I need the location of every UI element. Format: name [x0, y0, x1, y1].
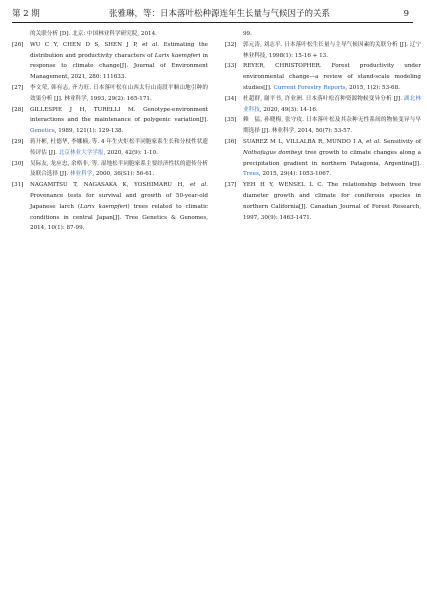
- reference-continuation: 99.: [243, 31, 252, 37]
- reference-27: [12, 83, 208, 105]
- reference-text: 蒋开彬, 杜德华, 李娜楠, 等. 4 年生火炬松半同胞家系生长和分枝性状遗传评估 [J]. 北京林业大学学报, 2020, 42(9): 1-10.: [30, 138, 208, 156]
- reference-number: [36]: [225, 138, 237, 145]
- journal-link[interactable]: 湖北林业科技: [243, 95, 421, 113]
- reference-37: [225, 180, 421, 223]
- reference-26: [12, 40, 208, 83]
- journal-link[interactable]: 林业科学: [69, 171, 93, 178]
- reference-continuation: 的关联分析 [D]. 北京: 中国林业科学研究院, 2014.: [30, 31, 157, 37]
- reference-30: [12, 159, 208, 181]
- journal-link[interactable]: Trees: [243, 171, 259, 178]
- reference-number: [37]: [225, 182, 237, 189]
- journal-link[interactable]: Genetics: [30, 128, 55, 135]
- issue-label: 第 2 期: [12, 9, 40, 19]
- reference-36: [225, 137, 421, 180]
- reference-number: [33]: [225, 63, 237, 70]
- references-left-column: [12, 29, 208, 234]
- reference-number: [34]: [225, 95, 237, 102]
- page-number: 9: [403, 9, 409, 19]
- reference-text: WU C Y, CHEN D S, SHEN J P, et al. Estimating the distribution and productivity characters of Larix kaempferi in response to climate change[J]. Journal of Environment Management, 2021, 280: 111633.: [30, 41, 209, 81]
- references-right-column: [225, 29, 421, 223]
- reference-32: [225, 40, 421, 62]
- reference-number: [30]: [12, 160, 24, 167]
- reference-text: 赖 猛, 孙晓梅, 张守攻. 日本落叶松及其杂种无性系间的物候变异与早期选择 [J]. 林业科学, 2014, 50(7): 53-57.: [243, 117, 421, 135]
- reference-text: 吴际友, 龙应忠, 余格非, 等. 湿地松半同胞家系主要经济性状的遗传分析及联合选择 [J]. 林业科学, 2000, 36(S1): 56-61.: [30, 160, 208, 178]
- reference-28: [12, 105, 208, 137]
- reference-number: [29]: [12, 138, 24, 145]
- reference-text: 郭元涛, 刘志平. 日本落叶松生长量与主导气候因素的关联分析 [J]. 辽宁林业科技, 1998(1): 15-16 + 13.: [243, 41, 421, 59]
- reference-text: SUAREZ M L, VILLALBA R, MUNDO I A, et al. Sensitivity of Nothofagus dombeyi tree growth to climate changes along a precipitation gradient in northern Patagonia, Argentina[J]. Trees, 2015, 29(4): 1053-1067.: [243, 138, 421, 178]
- reference-35: [225, 115, 421, 137]
- running-header: [12, 6, 409, 22]
- reference-number: [35]: [225, 117, 237, 124]
- reference-29: [12, 137, 208, 159]
- reference-number: [26]: [12, 41, 24, 48]
- reference-text: YEH H Y, WENSEL L C. The relationship between tree diameter growth and climate for coniferous species in northern California[J]. Canadian Journal of Forest Research, 1997, 30(9): 1463-1471.: [243, 182, 421, 221]
- reference-number: [28]: [12, 106, 24, 113]
- journal-link[interactable]: Current Forestry Reports: [273, 84, 346, 91]
- reference-text: GILLESPIE J H, TURELLI M. Genotype-environment interactions and the maintenance of polygenic variation[J]. Genetics, 1989, 121(1): 129-138.: [30, 106, 208, 135]
- reference-text: 杜超群, 谢平书, 许业洲. 日本落叶松育种资源物候变异分析 [J]. 湖北林业科技, 2020, 49(3): 14-16.: [243, 95, 421, 113]
- article-title: 张雅琳，等：日本落叶松种源连年生长量与气候因子的关系: [109, 9, 331, 19]
- journal-link[interactable]: 北京林业大学学报: [58, 149, 104, 156]
- reference-31: [12, 180, 208, 234]
- reference-text: 李文荣, 韩有志, 齐力旺. 日本落叶松在山西太行山南段平顺山地引种的效果分析 [J]. 林业科学, 1993, 29(2): 165-171.: [30, 84, 208, 102]
- reference-33: [225, 61, 421, 93]
- reference-text: REYER, CHRISTOPHER. Forest productivity under environmental change—a review of stand-scale modeling studies[J]. Current Forestry Reports, 2015, 1(2): 53-68.: [243, 63, 421, 91]
- reference-number: [27]: [12, 84, 24, 91]
- reference-text: NAGAMITSU T, NAGASAKA K, YOSHIMARU H, et al. Provenance tests for survival and growth of 50-year-old Japanese larch (Larix kaempferi) trees related to climatic conditions in central Japan[J]. Tree Genetics & Genomes, 2014, 10(1): 87-99.: [30, 182, 209, 232]
- reference-34: [225, 94, 421, 116]
- header-rule: [12, 22, 413, 23]
- reference-number: [32]: [225, 41, 237, 48]
- reference-number: [31]: [12, 182, 24, 189]
